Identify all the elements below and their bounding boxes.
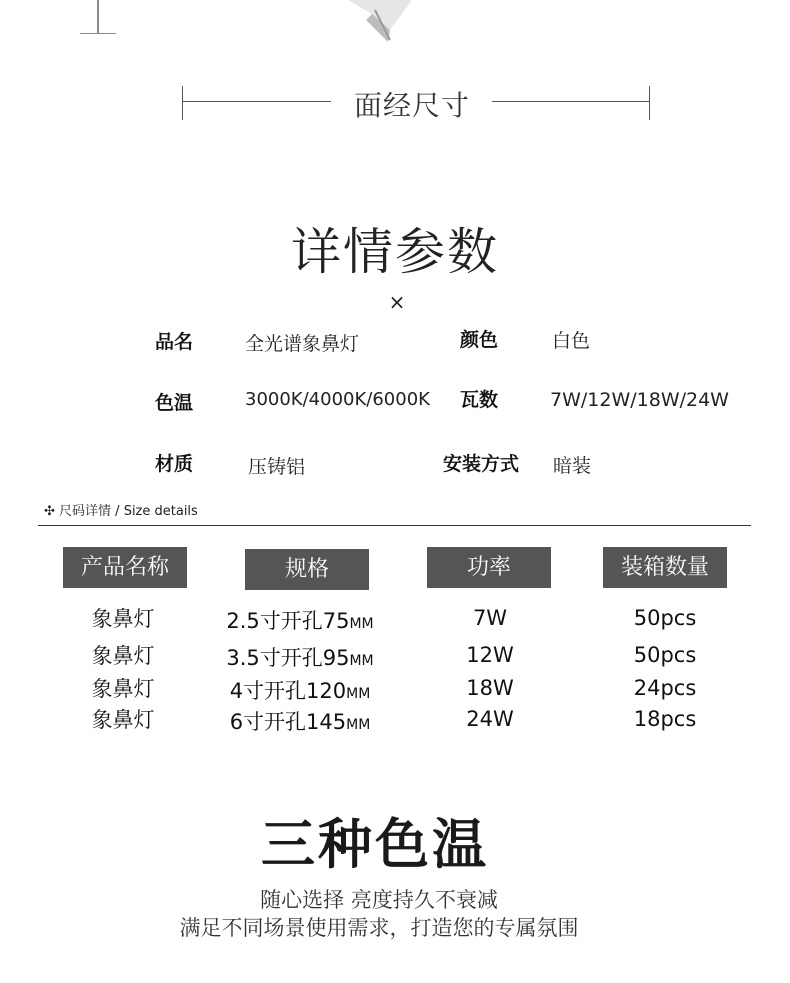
param-label: 安装方式 xyxy=(443,453,520,475)
title-rule-left xyxy=(183,101,331,102)
title-rule-right xyxy=(492,101,650,102)
column-header: 产品名称 xyxy=(63,547,187,588)
param-label: 材质 xyxy=(155,453,194,475)
title-rule-right-cap xyxy=(649,86,650,120)
cell-qty: 50pcs xyxy=(633,606,697,630)
param-label: 颜色 xyxy=(460,329,499,351)
cell-spec: 6寸开孔145MM xyxy=(229,710,371,734)
cell-spec: 2.5寸开孔75MM xyxy=(226,609,374,633)
size-details-heading xyxy=(44,500,198,519)
title-rule-left-cap xyxy=(182,86,183,120)
temperature-tagline: 随心选择 亮度持久不衰减 xyxy=(260,888,498,912)
temperature-description: 满足不同场景使用需求，打造您的专属氛围 xyxy=(179,916,579,940)
params-title: 详情参数 xyxy=(291,223,499,281)
param-label: 瓦数 xyxy=(460,389,499,411)
close-icon[interactable]: × xyxy=(388,290,406,314)
cell-power: 24W xyxy=(466,707,514,731)
cell-name: 象鼻灯 xyxy=(91,708,155,732)
cell-spec: 3.5寸开孔95MM xyxy=(226,646,374,670)
move-icon: ✣ xyxy=(44,504,55,519)
cell-spec: 4寸开孔120MM xyxy=(229,679,371,703)
section-title: 面经尺寸 xyxy=(353,89,470,122)
param-value: 暗装 xyxy=(553,455,592,477)
param-label: 品名 xyxy=(155,331,194,353)
param-value: 压铸铝 xyxy=(248,456,306,478)
cell-name: 象鼻灯 xyxy=(91,677,155,701)
cell-power: 18W xyxy=(466,676,514,700)
product-fragment-image xyxy=(330,0,420,42)
cell-qty: 18pcs xyxy=(633,707,697,731)
param-value: 全光谱象鼻灯 xyxy=(245,333,360,355)
divider xyxy=(38,525,751,526)
size-details-label: 尺码详情 / Size details xyxy=(59,504,198,519)
param-value: 白色 xyxy=(552,330,591,352)
product-fragment-base xyxy=(80,33,116,34)
column-header: 装箱数量 xyxy=(603,547,727,588)
cell-qty: 24pcs xyxy=(633,676,697,700)
cell-qty: 50pcs xyxy=(633,643,697,667)
param-value: 3000K/4000K/6000K xyxy=(245,389,430,410)
column-header: 规格 xyxy=(245,549,369,590)
cell-name: 象鼻灯 xyxy=(91,644,155,668)
product-fragment-stand xyxy=(97,0,99,34)
param-value: 7W/12W/18W/24W xyxy=(550,389,729,411)
temperature-title: 三种色温 xyxy=(261,813,489,876)
column-header: 功率 xyxy=(427,547,551,588)
param-label: 色温 xyxy=(155,392,194,414)
cell-power: 7W xyxy=(472,606,508,630)
cell-power: 12W xyxy=(466,643,514,667)
cell-name: 象鼻灯 xyxy=(91,607,155,631)
